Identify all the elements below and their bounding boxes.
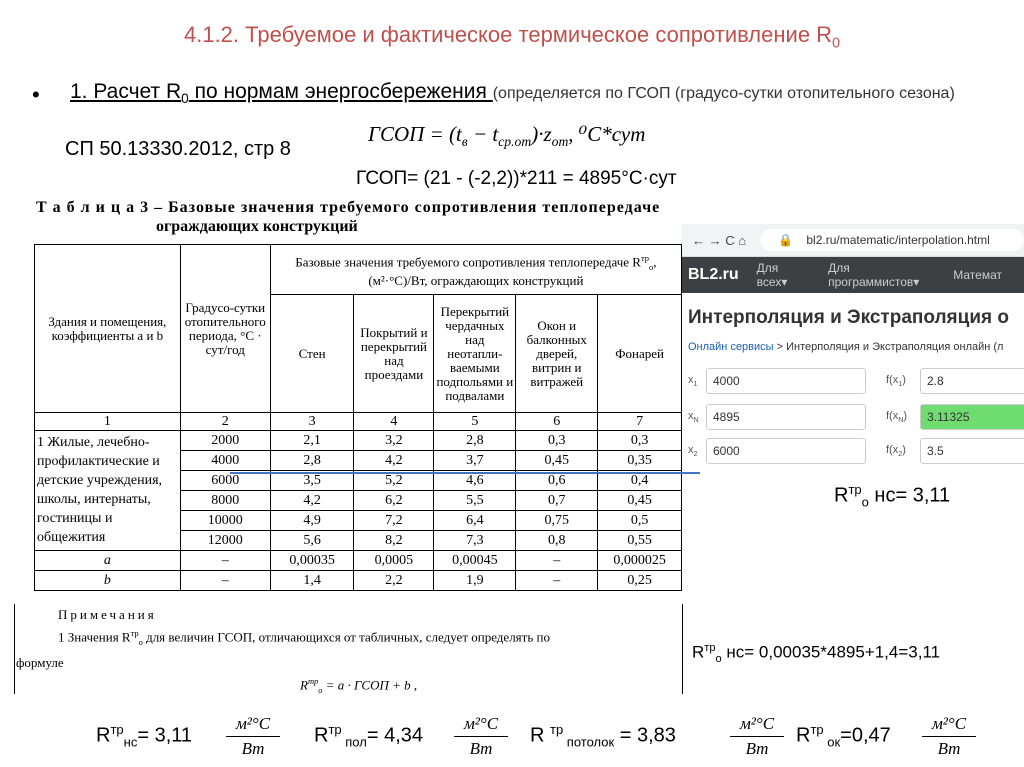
table-cell: 3,7 <box>434 451 516 471</box>
table-cell: 4,2 <box>270 491 354 511</box>
norm-reference: СП 50.13330.2012, стр 8 <box>65 138 291 160</box>
table-cell: 0,0005 <box>354 551 434 571</box>
table-cell: 0,000025 <box>598 551 682 571</box>
table-cell: 3,2 <box>354 431 434 451</box>
note-text: 1 Значения $R^{тр}_о$ для величин ГСОП, отличающихся от табличных, следует определять по <box>58 628 550 647</box>
table-cell: 0,00035 <box>270 551 354 571</box>
note-formula: $R^{тр}_о = a$ · ГСОП + b , <box>300 676 418 695</box>
input-row-x2: $x_2$ 6000 $f(x_2)$ 3.5 <box>682 438 1024 464</box>
table-cell: 0,8 <box>516 531 598 551</box>
table-cell: 2,8 <box>270 451 354 471</box>
result-ceiling: R $^{тр}$ $_{потолок}$ = 3,83 <box>530 722 676 750</box>
col-num: 3 <box>270 413 354 431</box>
unit-fraction: м²°С Вт <box>730 714 784 759</box>
table-cell: 8000 <box>180 491 270 511</box>
fxn-result: 3.11325 <box>920 404 1024 430</box>
fx1-input[interactable]: 2.8 <box>920 368 1024 394</box>
table-cell: 6,4 <box>434 511 516 531</box>
table-cell: 10000 <box>180 511 270 531</box>
table-cell: 0,55 <box>598 531 682 551</box>
unit-fraction: м²°С Вт <box>226 714 280 759</box>
page-heading: Интерполяция и Экстраполяция о <box>688 307 1009 328</box>
table-cell: 0,45 <box>598 491 682 511</box>
table-caption-line2: ограждающих конструкций <box>156 218 358 235</box>
table-cell: 4,2 <box>354 451 434 471</box>
coef-b-label: b <box>35 571 181 591</box>
header-base: Базовые значения требуемого сопротивления теплопередаче $R^{тр}_о$, (м²·°С)/Вт, ограждающих конструкций <box>270 245 681 295</box>
col-num: 7 <box>598 413 682 431</box>
header-skylights: Фонарей <box>598 295 682 413</box>
col-num: 6 <box>516 413 598 431</box>
table-cell: 2,2 <box>354 571 434 591</box>
table-cell: 0,5 <box>598 511 682 531</box>
header-roofs: Покрытий и перекрытий над проездами <box>354 295 434 413</box>
gsop-formula: ГСОП = $(t_в - t_{ср.от})\cdot z_{от}$, ⁰C*сут <box>368 122 646 150</box>
result-walls: $R^{тр}_{нс}= 3,11$ <box>96 722 193 750</box>
coef-a-label: a <box>35 551 181 571</box>
breadcrumb: Онлайн сервисы > Интерполяция и Экстраполяция онлайн (л <box>688 341 1004 353</box>
col-num: 4 <box>354 413 434 431</box>
table-cell: 0,25 <box>598 571 682 591</box>
gsop-calculation: ГСОП= (21 - (-2,2))*211 = 4895°С·сут <box>356 168 677 189</box>
fx2-input[interactable]: 3.5 <box>920 438 1024 464</box>
table-cell: 3,5 <box>270 471 354 491</box>
table-cell: 0,00045 <box>434 551 516 571</box>
table-cell: 2000 <box>180 431 270 451</box>
note-text-cont: формуле <box>16 655 64 670</box>
bullet-text: 1. Расчет $R_0$ по нормам энергосбережения (определяется по ГСОП (градусо-сутки отопительного сезона) <box>70 80 955 107</box>
col-num: 1 <box>35 413 181 431</box>
x1-input[interactable]: 4000 <box>706 368 866 394</box>
r-walls-formula: $R^{тр}_о$ нс= 0,00035*4895+1,4=3,11 <box>692 642 941 666</box>
table-cell: 0,4 <box>598 471 682 491</box>
xn-input[interactable]: 4895 <box>706 404 866 430</box>
table-cell: 5,5 <box>434 491 516 511</box>
table-cell: 8,2 <box>354 531 434 551</box>
input-row-x1: $x_1$ 4000 $f(x_1)$ 2.8 <box>682 368 1024 394</box>
table-cell: 5,6 <box>270 531 354 551</box>
header-attic: Перекрытий чердачных над неотапли-ваемыми подпольями и подвалами <box>434 295 516 413</box>
group-label: 1 Жилые, лечебно-профилактические и детские учреждения, школы, интернаты, гостиницы и общежития <box>35 431 181 551</box>
norm-table <box>34 244 682 591</box>
table-cell: 0,3 <box>598 431 682 451</box>
table-cell: 0,7 <box>516 491 598 511</box>
note-title: Примечания <box>58 607 157 622</box>
table-cell: 0,3 <box>516 431 598 451</box>
result-floor: $R^{тр}$ $_{пол}$= 4,34 <box>314 722 423 750</box>
bullet-note: (определяется по ГСОП (градусо-сутки отопительного сезона) <box>492 85 955 102</box>
table-cell: 1,4 <box>270 571 354 591</box>
slide-title: 4.1.2. Требуемое и фактическое термическое сопротивление $R_0$ <box>183 22 841 52</box>
table-cell: 7,3 <box>434 531 516 551</box>
table-cell: 4000 <box>180 451 270 471</box>
table-cell: 4,6 <box>434 471 516 491</box>
menu-math[interactable]: Математ <box>953 268 1002 282</box>
table-cell: – <box>516 551 598 571</box>
nav-icons[interactable]: ← → C ⌂ <box>692 232 747 248</box>
header-walls: Стен <box>270 295 354 413</box>
table-caption: Т а б л и ц а 3 – Базовые значения требуемого сопротивления теплопередаче <box>36 199 661 216</box>
breadcrumb-link[interactable]: Онлайн сервисы <box>688 341 774 353</box>
note-frame-right <box>682 604 683 694</box>
table-cell: 0,35 <box>598 451 682 471</box>
table-cell: 4,9 <box>270 511 354 531</box>
bullet-marker: • <box>32 82 40 107</box>
highlight-line <box>230 472 700 474</box>
address-bar[interactable]: 🔒 bl2.ru/matematic/interpolation.html <box>760 229 1024 251</box>
menu-programmers[interactable]: Для программистов▾ <box>828 261 920 289</box>
table-cell: 2,8 <box>434 431 516 451</box>
browser-window <box>682 224 1024 472</box>
browser-toolbar <box>682 224 1024 257</box>
site-logo[interactable]: BL2.ru <box>688 266 739 283</box>
result-windows: $R^{тр}$ $_{ок}$=0,47 <box>796 722 891 750</box>
unit-fraction: м²°С Вт <box>454 714 508 759</box>
table-cell: 0,75 <box>516 511 598 531</box>
table-cell: 12000 <box>180 531 270 551</box>
table-cell: 2,1 <box>270 431 354 451</box>
unit-fraction: м²°С Вт <box>922 714 976 759</box>
header-buildings: Здания и помещения, коэффициенты a и b <box>35 245 181 413</box>
table-cell: 5,2 <box>354 471 434 491</box>
table-cell: 6,2 <box>354 491 434 511</box>
header-gsop: Градусо-сутки отопительного периода, °С · сут/год <box>180 245 270 413</box>
table-cell: – <box>180 571 270 591</box>
col-num: 2 <box>180 413 270 431</box>
table-cell: 0,45 <box>516 451 598 471</box>
table-cell: 7,2 <box>354 511 434 531</box>
site-nav <box>682 257 1024 293</box>
col-num: 5 <box>434 413 516 431</box>
table-cell: – <box>516 571 598 591</box>
input-row-xn: $x_N$ 4895 $f(x_N)$ 3.11325 <box>682 404 1024 430</box>
r-walls-result: $R^{тр}_о$ нс= 3,11 <box>834 482 951 510</box>
table-cell: 1,9 <box>434 571 516 591</box>
table-cell: 0,6 <box>516 471 598 491</box>
table-cell: – <box>180 551 270 571</box>
header-windows: Окон и балконных дверей, витрин и витражей <box>516 295 598 413</box>
table-cell: 6000 <box>180 471 270 491</box>
lock-icon: 🔒 <box>778 233 797 247</box>
x2-input[interactable]: 6000 <box>706 438 866 464</box>
menu-all[interactable]: Для всех▾ <box>756 261 788 289</box>
